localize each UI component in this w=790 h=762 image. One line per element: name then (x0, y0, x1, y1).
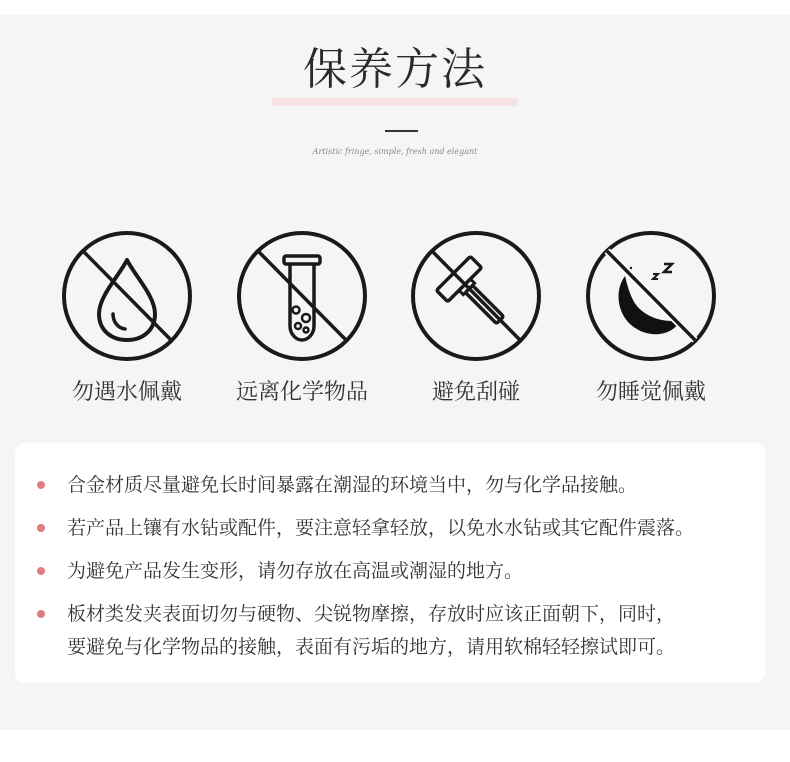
tip-text: 为避免产品发生变形，请勿存放在高温或潮湿的地方。 (67, 560, 524, 582)
icon-label-sleep: 勿睡觉佩戴 (595, 380, 706, 405)
bullet-dot (37, 481, 45, 489)
bullet-dot (37, 610, 45, 618)
no-sleep-icon (585, 230, 717, 362)
title-block (0, 40, 790, 110)
page-subtitle: Artistic fringe, simple, fresh and elegant (312, 147, 478, 156)
title-divider (385, 130, 418, 132)
tip-text: 合金材质尽量避免长时间暴露在潮湿的环境当中，勿与化学品接触。 (67, 474, 638, 496)
page-title: 保养方法 (303, 44, 487, 95)
tip-text: 板材类发夹表面切勿与硬物、尖锐物摩擦，存放时应该正面朝下，同时， (67, 603, 676, 625)
bullet-dot (37, 567, 45, 575)
icon-label-water: 勿遇水佩戴 (71, 380, 182, 405)
tip-text-continued: 要避免与化学物品的接触，表面有污垢的地方，请用软棉轻轻擦试即可。 (67, 636, 676, 658)
tip-text: 若产品上镶有水钻或配件，要注意轻拿轻放，以免水水钻或其它配件震落。 (67, 517, 695, 539)
care-tips-card (15, 443, 765, 683)
icon-label-scratch: 避免刮碰 (431, 380, 520, 405)
bullet-dot (37, 524, 45, 532)
no-chemicals-icon (236, 230, 368, 362)
icon-label-chemicals: 远离化学物品 (235, 380, 368, 405)
no-scratch-icon (410, 230, 542, 362)
no-water-icon (61, 230, 193, 362)
